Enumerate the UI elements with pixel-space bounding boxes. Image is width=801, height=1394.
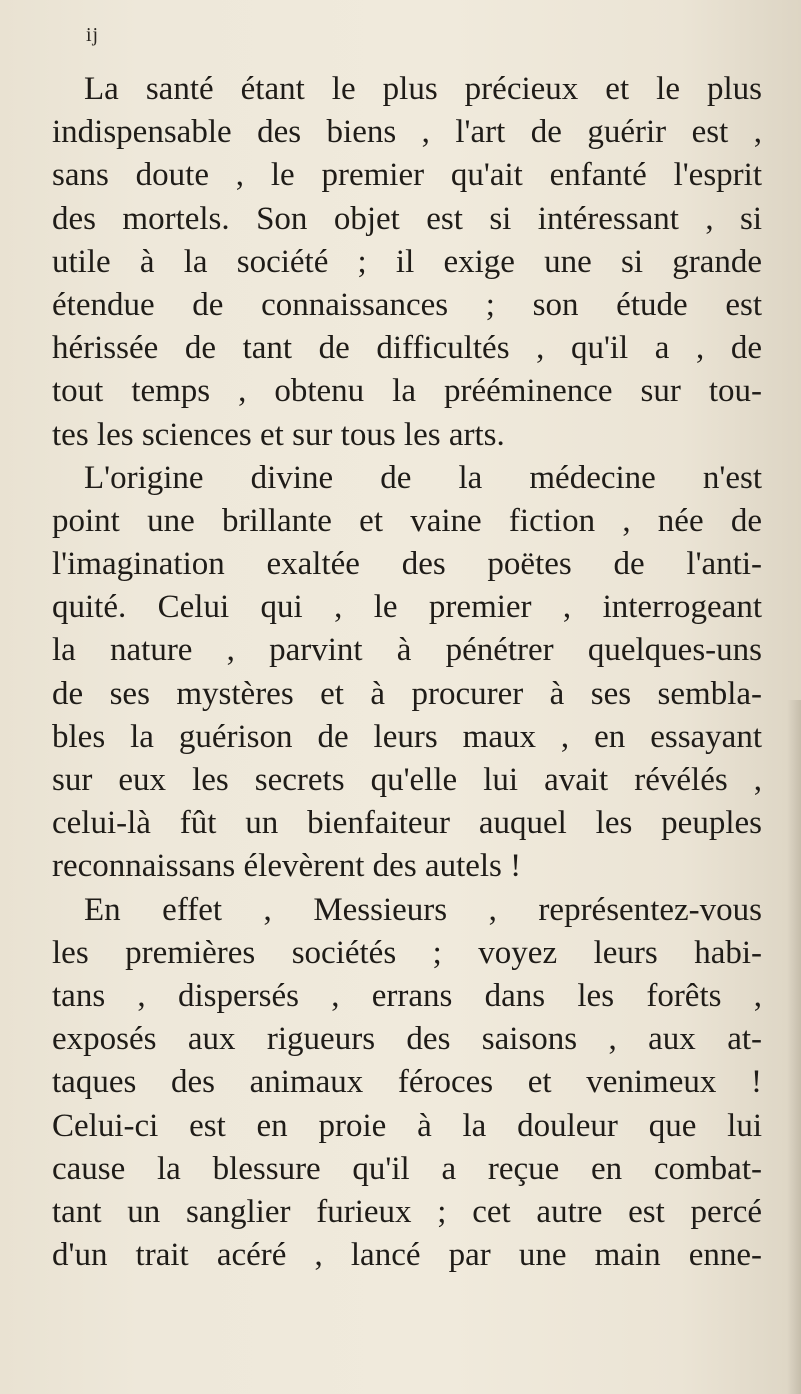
text-line: sans doute , le premier qu'ait enfanté l'esprit — [52, 157, 762, 194]
text-line: cause la blessure qu'il a reçue en combat- — [52, 1150, 762, 1187]
text-line: taques des animaux féroces et venimeux ! — [52, 1064, 762, 1101]
text-line: tant un sanglier furieux ; cet autre est percé — [52, 1193, 762, 1230]
text-line: l'imagination exaltée des poëtes de l'anti- — [52, 546, 762, 583]
text-line: tout temps , obtenu la prééminence sur tou- — [52, 373, 762, 410]
text-line: quité. Celui qui , le premier , interrogeant — [52, 589, 762, 626]
text-line: bles la guérison de leurs maux , en essayant — [52, 718, 762, 755]
text-line: Celui-ci est en proie à la douleur que lui — [52, 1107, 762, 1144]
text-line: des mortels. Son objet est si intéressant , si — [52, 200, 762, 237]
text-line: d'un trait acéré , lancé par une main enne- — [52, 1237, 762, 1274]
text-line: L'origine divine de la médecine n'est — [84, 459, 762, 496]
body-text — [52, 68, 762, 1277]
text-line: tans , dispersés , errans dans les forêts , — [52, 977, 762, 1014]
text-line: indispensable des biens , l'art de guérir est , — [52, 114, 762, 151]
page-number: ij — [86, 24, 100, 46]
text-line: utile à la société ; il exige une si grande — [52, 243, 762, 280]
text-line: la nature , parvint à pénétrer quelques-uns — [52, 632, 762, 669]
text-line: tes les sciences et sur tous les arts. — [52, 416, 505, 453]
text-line: étendue de connaissances ; son étude est — [52, 286, 762, 323]
text-line: point une brillante et vaine fiction , née de — [52, 502, 762, 539]
text-line: exposés aux rigueurs des saisons , aux at- — [52, 1021, 762, 1058]
text-line: En effet , Messieurs , représentez-vous — [84, 891, 762, 928]
text-line: de ses mystères et à procurer à ses sembla- — [52, 675, 762, 712]
text-line: sur eux les secrets qu'elle lui avait révélés , — [52, 762, 762, 798]
text-line: reconnaissans élevèrent des autels ! — [52, 848, 522, 885]
text-line: celui-là fût un bienfaiteur auquel les peuples — [52, 805, 762, 842]
text-line: hérissée de tant de difficultés , qu'il a , de — [52, 330, 762, 367]
text-line: les premières sociétés ; voyez leurs habi- — [52, 934, 762, 971]
text-line: La santé étant le plus précieux et le plus — [84, 71, 762, 107]
page-edge-shadow — [787, 700, 801, 1394]
